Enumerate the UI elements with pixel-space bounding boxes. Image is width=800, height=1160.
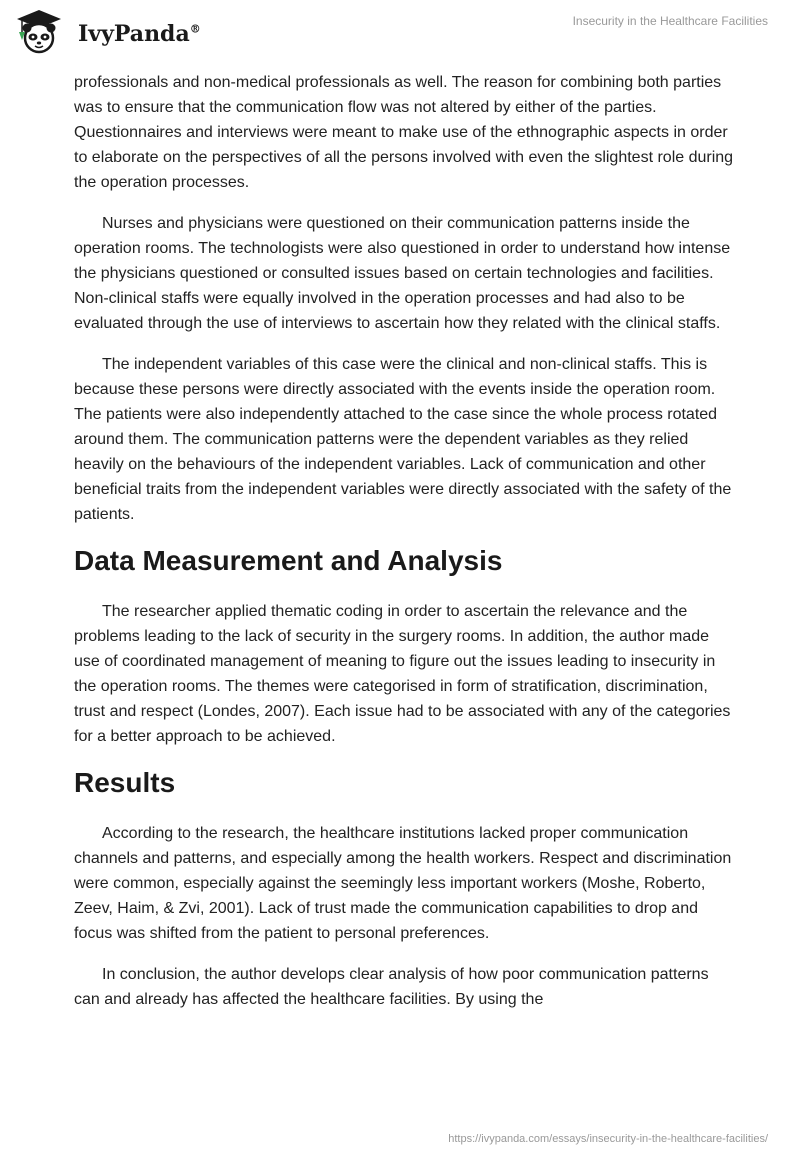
paragraph: The researcher applied thematic coding in order to ascertain the relevance and the problems leading to the lack of security in the surgery rooms. In addition, the author made use of coordinated management of meaning to figure out the issues leading to insecurity in the operation rooms. The themes were categorised in form of stratification, discrimination, trust and respect (Londes, 2007). Each issue had to be associated with any of the categories for a better approach to be achieved. — [74, 603, 731, 745]
paragraph: In conclusion, the author develops clear analysis of how poor communication patterns can and already has affected the healthcare facilities. By using the — [74, 966, 709, 1008]
brand-name: IvyPanda® — [78, 21, 201, 47]
page-header — [0, 0, 800, 70]
essay-body — [74, 70, 734, 1028]
ivypanda-logo[interactable] — [14, 8, 214, 56]
paragraph: professionals and non-medical professionals as well. The reason for combining both parties was to ensure that the communication flow was not altered by either of the parties. Questionnaires and interviews were meant to make use of the ethnographic aspects in order to elaborate on the perspectives of all the persons involved with even the slightest role during the operation processes. — [74, 74, 734, 191]
paragraph: The independent variables of this case were the clinical and non-clinical staffs. This is because these persons were directly associated with the events inside the operation room. The patients were also independently attached to the case since the whole process rotated around them. The communication patterns were the dependent variables as they relied heavily on the behaviours of the independent variables. Lack of communication and other beneficial traits from the independent variables were directly associated with the safety of the patients. — [74, 356, 732, 523]
source-url[interactable]: https://ivypanda.com/essays/insecurity-in-the-healthcare-facilities/ — [448, 1133, 768, 1145]
section-heading-data-measurement: Data Measurement and Analysis — [74, 545, 503, 576]
document-title: Insecurity in the Healthcare Facilities — [572, 14, 768, 28]
paragraph: According to the research, the healthcare institutions lacked proper communication channels and patterns, and especially among the health workers. Respect and discrimination were common, especially against the seemingly less important workers (Moshe, Roberto, Zeev, Haim, & Zvi, 2001). Lack of trust made the communication capabilities to drop and focus was shifted from the patient to personal preferences. — [74, 825, 732, 942]
panda-graduate-icon — [14, 8, 64, 54]
paragraph: Nurses and physicians were questioned on their communication patterns inside the operation rooms. The technologists were also questioned in order to understand how intense the physicians questioned or consulted issues based on certain technologies and facilities. Non-clinical staffs were equally involved in the operation processes and had also to be evaluated through the use of interviews to ascertain how they related with the clinical staffs. — [74, 215, 731, 332]
section-heading-results: Results — [74, 767, 176, 798]
